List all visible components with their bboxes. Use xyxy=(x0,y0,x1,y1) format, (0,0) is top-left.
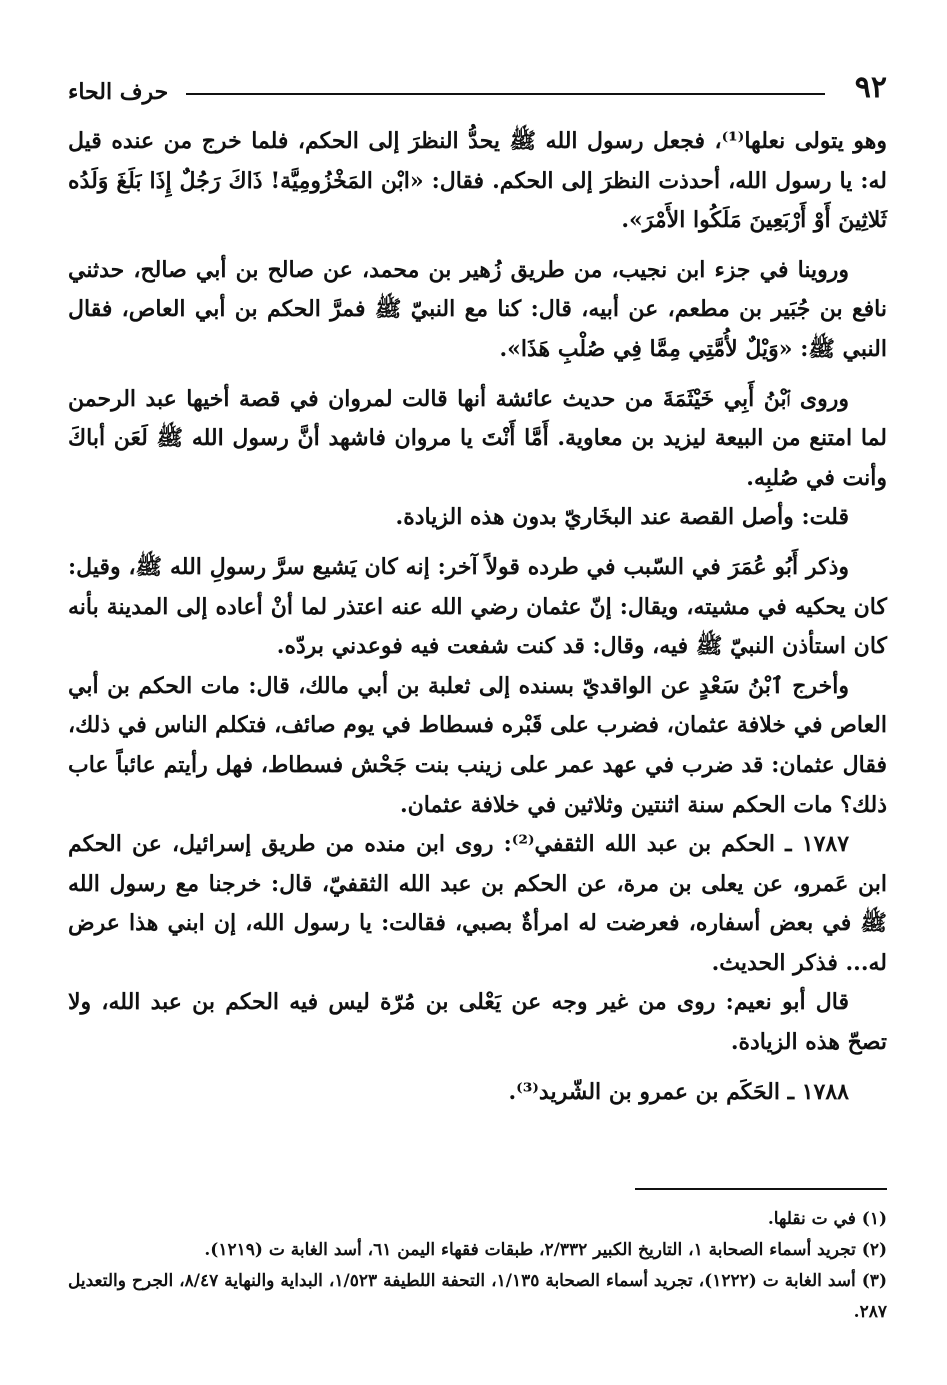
paragraph: وروينا في جزء ابن نجيب، من طريق زُهير بن محمد، عن صالح بن أبي صالح، حدثني نافع بن جُبَير بن مطعم، عن أبيه، قال: كنا مع النبيّ ﷺ فمرَّ الحكم بن أبي العاص، فقال النبي ﷺ: «وَيْلٌ لأُمَّتِي مِمَّا فِي صُلْبِ هَذَا». xyxy=(68,256,887,362)
header-rule xyxy=(186,93,825,95)
chapter-title: حرف الحاء xyxy=(68,79,169,105)
page-header xyxy=(68,70,887,110)
footnotes xyxy=(68,1204,887,1328)
paragraph: وأخرج ٱبْنُ سَعْدٍ عن الواقديّ بسنده إلى ثعلبة بن أبي مالك، قال: مات الحكم بن أبي العاص في خلافة عثمان، فضرب على قَبْره فسطاط في يوم صائف، فتكلم الناس في ذلك، فقال عثمان: قد ضرب في عهد عمر على زينب بنت جَحْش فسطاط، فهل رأيتم عائباً عاب ذلك؟ مات الحكم سنة اثنتين وثلاثين في خلافة عثمان. xyxy=(68,672,887,818)
paragraph: قال أبو نعيم: روى من غير وجه عن يَعْلى بن مُرّة ليس فيه الحكم بن عبد الله، ولا تصحّ هذه الزيادة. xyxy=(68,989,887,1056)
page-number: ٩٢ xyxy=(854,70,887,105)
footnote-rule xyxy=(635,1188,887,1190)
footnote: (٢) تجريد أسماء الصحابة ١، التاريخ الكبير ٢/٣٣٢، طبقات فقهاء اليمن ٦١، أسد الغابة ت (١٢١٩). xyxy=(204,1240,887,1260)
main-text xyxy=(68,122,887,1112)
paragraph: وهو يتولى نعلها⁽¹⁾، فجعل رسول الله ﷺ يحدُّ النظرَ إلى الحكم، فلما خرج من عنده قيل له: يا رسول الله، أحدذت النظرَ إلى الحكم. فقال: «ابْن المَخْزُومِيَّة! ذَاكَ رَجُلٌ إِذَا بَلَغَ وَلَدُه ثَلاثِينَ أَوْ أَرْبَعِينَ مَلَكُوا الأَمْرَ». xyxy=(68,128,888,234)
footnote: (٣) أسد الغابة ت (١٢٢٢)، تجريد أسماء الصحابة ١/١٣٥، التحفة اللطيفة ١/٥٢٣، البداية والنهاية ٨/٤٧، الجرح والتعديل ٢٨٧. xyxy=(68,1271,887,1322)
paragraph: وروى ٱبْنُ أَبِي خَيْثَمَةَ من حديث عائشة أنها قالت لمروان في قصة أخيها عبد الرحمن لما امتنع من البيعة ليزيد بن معاوية. أَمَّا أَنْتَ يا مروان فاشهد أنَّ رسول الله ﷺ لَعَن أباكَ وأنت في صُلبِه. xyxy=(68,385,887,491)
entry-paragraph: ١٧٨٧ ـ الحكم بن عبد الله الثقفي⁽²⁾: روى ابن منده من طريق إسرائيل، عن الحكم ابن عَمرو، عن يعلى بن مرة، عن الحكم بن عبد الله الثقفيّ، قال: خرجنا مع رسول الله ﷺ في بعض أسفاره، فعرضت له امرأةٌ بصبي، فقالت: يا رسول الله، إن ابني هذا عرض له... فذكر الحديث. xyxy=(68,831,887,976)
paragraph: قلت: وأصل القصة عند البخَاريّ بدون هذه الزيادة. xyxy=(395,504,849,531)
entry-paragraph: ١٧٨٨ ـ الحَكَم بن عمرو بن الشّريد⁽³⁾. xyxy=(508,1078,849,1105)
paragraph: وذكر أَبُو عُمَرَ في السّبب في طرده قولاً آخر: إنه كان يَشيع سرَّ رسولِ الله ﷺ، وقيل: كان يحكيه في مشيته، ويقال: إنّ عثمان رضي الله عنه اعتذر لما أنْ أعاده إلى المدينة بأنه كان استأذن النبيّ ﷺ فيه، وقال: قد كنت شفعت فيه فوعدني بردّه. xyxy=(68,553,887,660)
footnote: (١) في ت نقلها. xyxy=(767,1209,887,1229)
